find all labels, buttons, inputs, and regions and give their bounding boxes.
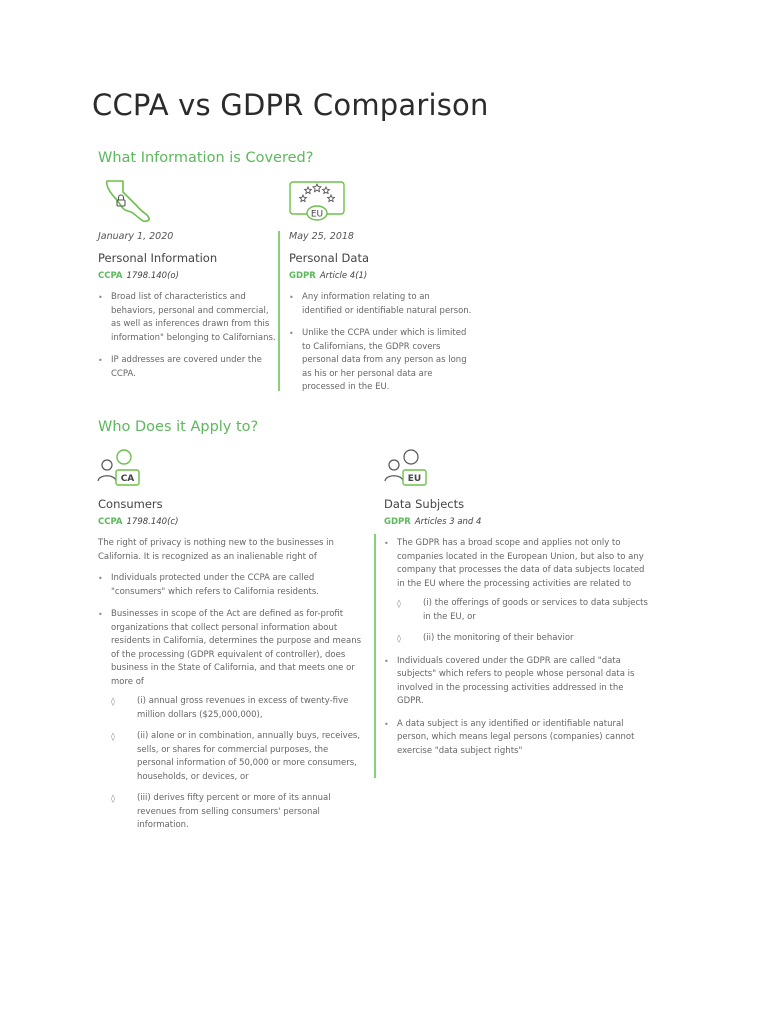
- ccpa-info-column: [98, 231, 276, 390]
- gdpr-date: May 25, 2018: [289, 231, 354, 242]
- section-heading-applicability: Who Does it Apply to?: [98, 419, 259, 435]
- list-item: ◊ (i) annual gross revenues in excess of twenty-five million dollars ($25,000,000),: [111, 695, 366, 722]
- list-item: • Unlike the CCPA under which is limited to Californians, the GDPR covers personal data from any person as long as his or her personal data are processed in the EU.: [289, 327, 472, 395]
- page-title: CCPA vs GDPR Comparison: [92, 88, 489, 122]
- ccpa-scope-heading: Consumers: [98, 497, 163, 511]
- section-heading-coverage: What Information is Covered?: [98, 150, 314, 166]
- ccpa-criteria-list: [111, 695, 366, 833]
- ccpa-scope-column: [98, 497, 366, 842]
- article-ref: 1798.140(o): [126, 271, 179, 281]
- article-ref: Article 4(1): [319, 271, 368, 281]
- california-map-icon: [103, 178, 155, 224]
- ccpa-scope-bullets: [98, 572, 366, 833]
- list-item: [98, 608, 366, 833]
- ccpa-scope-reference: [98, 517, 366, 527]
- gdpr-info-column: [278, 231, 472, 391]
- person-eu-icon: [384, 448, 428, 488]
- reg-name: GDPR: [384, 517, 411, 527]
- list-item: ◊ (iii) derives fifty percent or more of its annual revenues from selling consumers' personal information.: [111, 792, 366, 833]
- gdpr-scope-column: [384, 497, 649, 767]
- article-ref: 1798.140(c): [126, 517, 179, 527]
- eu-stars-icon: [289, 181, 345, 223]
- list-item: • Individuals covered under the GDPR are called "data subjects" which refers to people whose personal data is involved in the processing activities addressed in the GDPR.: [384, 655, 649, 709]
- gdpr-criteria-list: [397, 597, 649, 646]
- list-item: • Broad list of characteristics and behaviors, personal and commercial, as well as inferences drawn from this information" belonging to Californians.: [98, 291, 276, 345]
- person-ca-icon: [97, 448, 141, 488]
- gdpr-info-bullets: [289, 291, 472, 395]
- column-divider: [374, 534, 376, 778]
- reg-name: GDPR: [289, 271, 316, 281]
- gdpr-info-heading: Personal Data: [289, 251, 370, 265]
- gdpr-scope-reference: [384, 517, 649, 527]
- ccpa-date: January 1, 2020: [98, 231, 174, 242]
- gdpr-scope-heading: Data Subjects: [384, 497, 465, 511]
- gdpr-info-reference: [289, 271, 472, 281]
- ca-badge-label: CA: [120, 474, 135, 484]
- list-item: • Any information relating to an identified or identifiable natural person.: [289, 291, 472, 318]
- list-item: • A data subject is any identified or identifiable natural person, which means legal persons (companies) cannot exercise "data subject rights": [384, 718, 649, 759]
- eu-badge-label: EU: [310, 209, 324, 220]
- list-item: • IP addresses are covered under the CCPA.: [98, 354, 276, 381]
- reg-name: CCPA: [98, 271, 123, 281]
- list-item-text: The GDPR has a broad scope and applies not only to companies located in the European Union, but also to any company that processes the data of data subjects located in the EU where the processing activities are related to: [397, 538, 645, 589]
- list-item: • Individuals protected under the CCPA are called "consumers" which refers to California residents.: [98, 572, 366, 599]
- ccpa-info-heading: Personal Information: [98, 251, 218, 265]
- reg-name: CCPA: [98, 517, 123, 527]
- article-ref: Articles 3 and 4: [414, 517, 482, 527]
- ccpa-info-bullets: [98, 291, 276, 381]
- list-item: ◊ (i) the offerings of goods or services to data subjects in the EU, or: [397, 597, 649, 624]
- eu-badge-label: EU: [407, 474, 422, 484]
- ccpa-info-reference: [98, 271, 276, 281]
- list-item: ◊ (ii) the monitoring of their behavior: [397, 632, 649, 646]
- gdpr-scope-bullets: [384, 537, 649, 758]
- list-item: ◊ (ii) alone or in combination, annually buys, receives, sells, or shares for commercial purposes, the personal information of 50,000 or more consumers, households, or devices, or: [111, 730, 366, 784]
- list-item-text: Businesses in scope of the Act are defined as for-profit organizations that collect personal information about residents in California, determines the purpose and means of the processing (GDPR equivalent of controller), does business in the State of California, and that meets one or more of: [111, 609, 362, 687]
- list-item: [384, 537, 649, 646]
- ccpa-scope-intro: The right of privacy is nothing new to the businesses in California. It is recognized as an inalienable right of: [98, 538, 334, 562]
